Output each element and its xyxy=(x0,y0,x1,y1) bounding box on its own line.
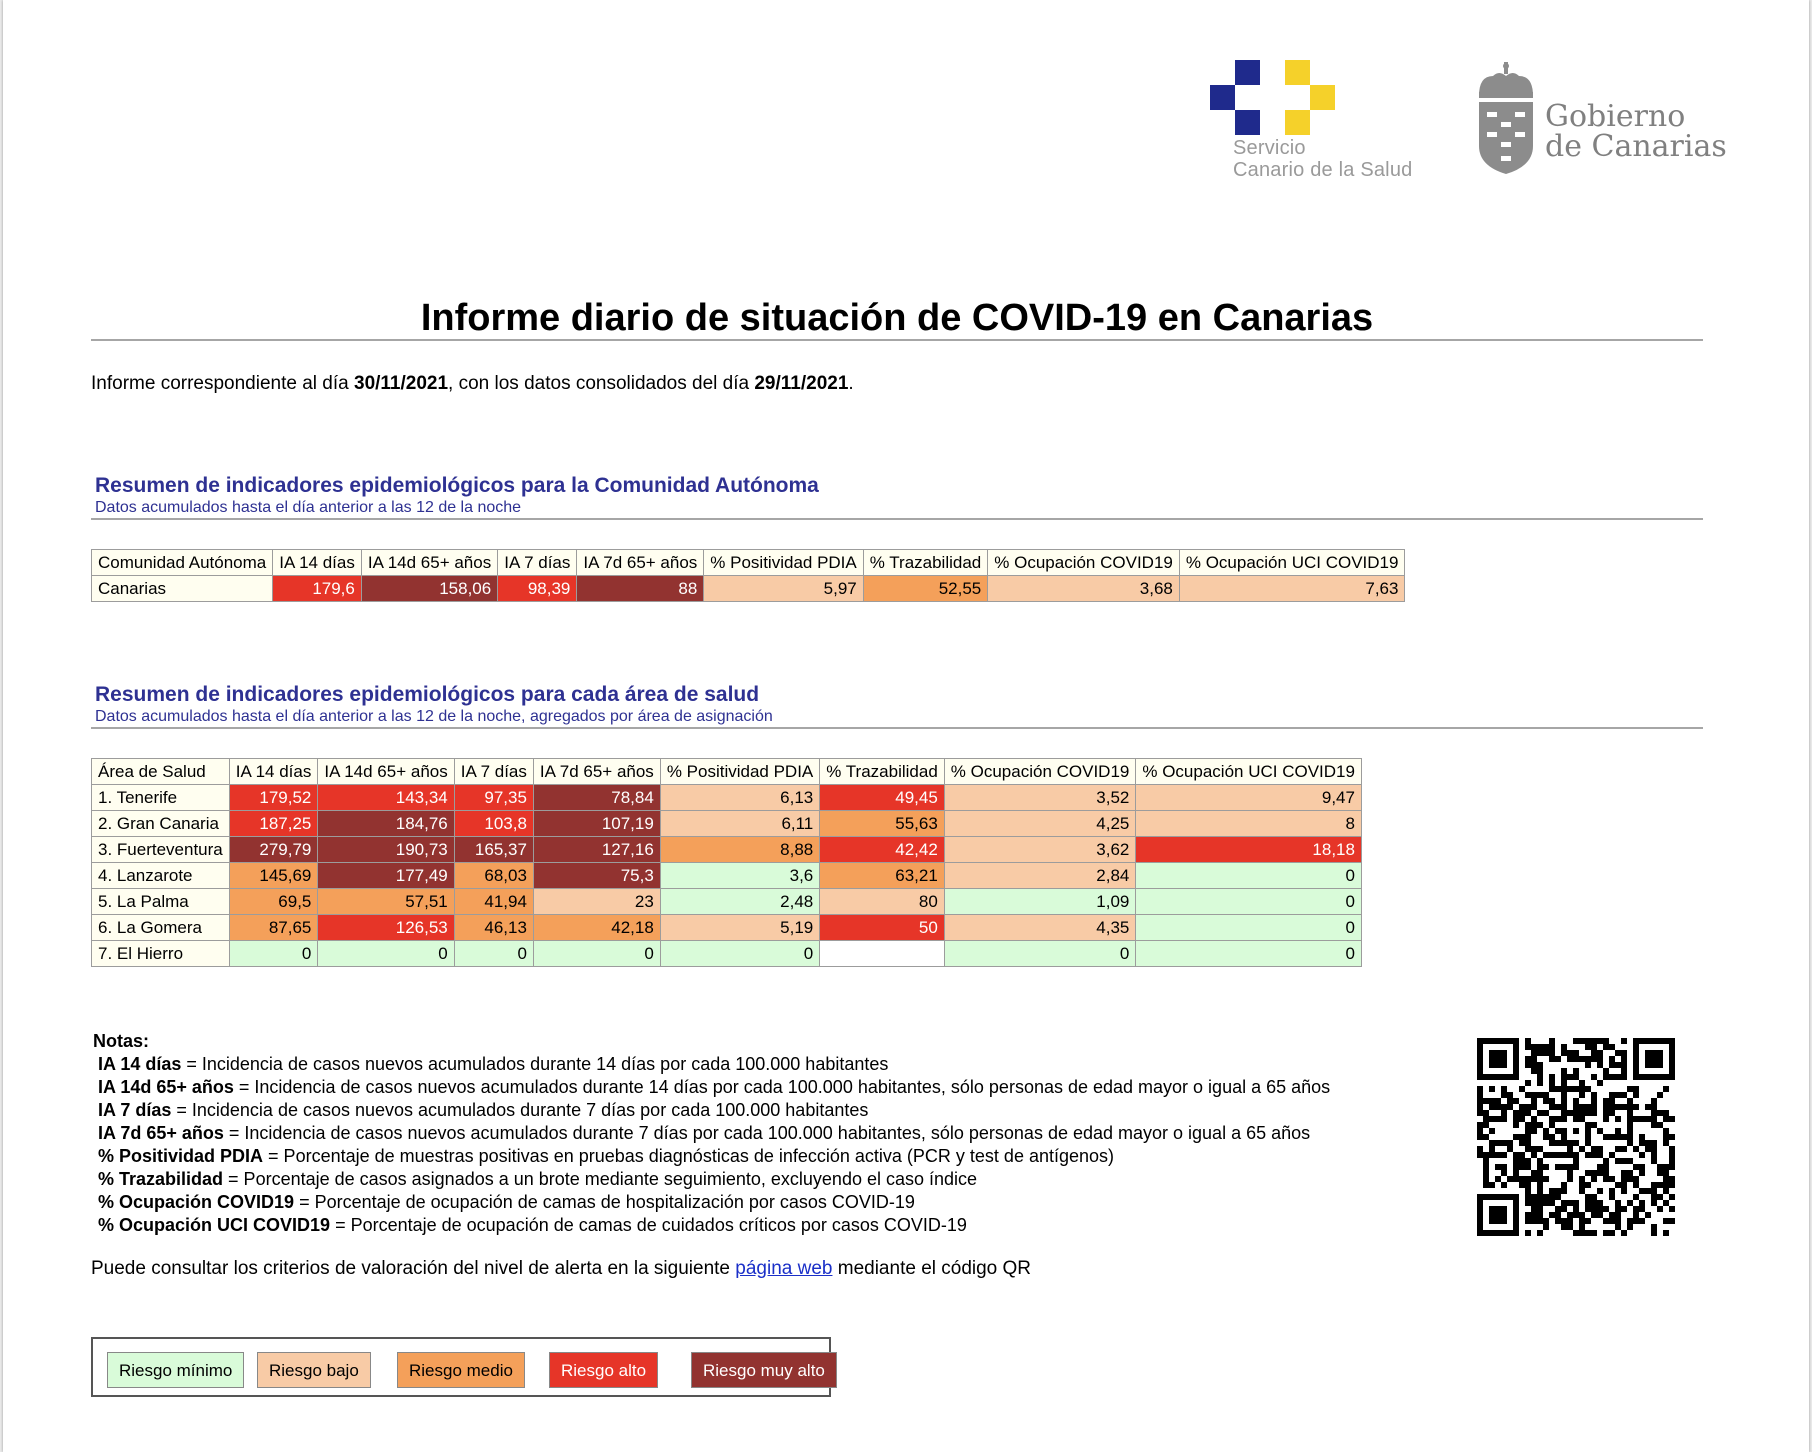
indicator-cell: 6,11 xyxy=(660,811,819,837)
section1-subtitle: Datos acumulados hasta el día anterior a las 12 de la noche xyxy=(95,499,522,516)
indicator-cell: 41,94 xyxy=(454,889,533,915)
note-definition: = Incidencia de casos nuevos acumulados durante 7 días por cada 100.000 habitantes xyxy=(171,1100,869,1120)
note-definition: = Porcentaje de ocupación de camas de cuidados críticos por casos COVID-19 xyxy=(330,1215,967,1235)
note-term: % Ocupación UCI COVID19 xyxy=(98,1215,331,1235)
column-header: % Trazabilidad xyxy=(863,550,988,576)
coat-of-arms-icon xyxy=(1473,62,1539,178)
table-header-row xyxy=(92,759,1362,785)
community-indicators-table xyxy=(91,549,1405,602)
indicator-cell: 103,8 xyxy=(454,811,533,837)
column-header: % Ocupación UCI COVID19 xyxy=(1136,759,1362,785)
note-term: IA 14d 65+ años xyxy=(98,1077,234,1097)
note-definition: = Incidencia de casos nuevos acumulados durante 14 días por cada 100.000 habitantes xyxy=(181,1054,889,1074)
section2-title: Resumen de indicadores epidemiológicos para cada área de salud xyxy=(95,683,760,706)
indicator-cell: 1,09 xyxy=(944,889,1136,915)
intro-suffix: . xyxy=(848,373,854,394)
table-row xyxy=(92,785,1362,811)
indicator-cell: 5,97 xyxy=(704,576,863,602)
note-definition: = Porcentaje de ocupación de camas de hospitalización por casos COVID-19 xyxy=(294,1192,915,1212)
indicator-cell: 50 xyxy=(820,915,945,941)
notes-section xyxy=(93,1030,1330,1237)
report-page xyxy=(3,0,1809,1452)
scs-logo-line2: Canario de la Salud xyxy=(1233,159,1413,181)
indicator-cell: 165,37 xyxy=(454,837,533,863)
scs-logo-line1: Servicio xyxy=(1233,137,1306,159)
table-row xyxy=(92,863,1362,889)
column-header: IA 7 días xyxy=(454,759,533,785)
indicator-cell: 68,03 xyxy=(454,863,533,889)
indicator-cell: 7,63 xyxy=(1179,576,1405,602)
scs-logo-text xyxy=(1233,137,1412,181)
table-row xyxy=(92,915,1362,941)
indicator-cell: 190,73 xyxy=(318,837,454,863)
indicator-cell: 6,13 xyxy=(660,785,819,811)
row-label: 4. Lanzarote xyxy=(92,863,230,889)
legend-item: Riesgo alto xyxy=(549,1352,658,1388)
indicator-cell: 49,45 xyxy=(820,785,945,811)
gobierno-logo xyxy=(1473,62,1733,182)
section2-divider xyxy=(91,727,1703,729)
scs-logo xyxy=(1210,60,1436,184)
column-header: % Ocupación COVID19 xyxy=(944,759,1136,785)
column-header: IA 7 días xyxy=(498,550,577,576)
indicator-cell: 8 xyxy=(1136,811,1362,837)
indicator-cell: 42,42 xyxy=(820,837,945,863)
report-intro xyxy=(91,372,854,396)
indicator-cell: 55,63 xyxy=(820,811,945,837)
note-term: % Trazabilidad xyxy=(98,1169,224,1189)
indicator-cell: 177,49 xyxy=(318,863,454,889)
column-header: % Positividad PDIA xyxy=(660,759,819,785)
note-term: IA 7d 65+ años xyxy=(98,1123,224,1143)
section2-subtitle: Datos acumulados hasta el día anterior a las 12 de la noche, agregados por área de asignación xyxy=(95,708,773,725)
table-row xyxy=(92,889,1362,915)
indicator-cell: 52,55 xyxy=(863,576,988,602)
indicator-cell: 0 xyxy=(1136,941,1362,967)
column-header: IA 7d 65+ años xyxy=(533,759,660,785)
note-term: IA 14 días xyxy=(98,1054,182,1074)
indicator-cell: 98,39 xyxy=(498,576,577,602)
indicator-cell: 8,88 xyxy=(660,837,819,863)
indicator-cell: 2,48 xyxy=(660,889,819,915)
indicator-cell: 23 xyxy=(533,889,660,915)
indicator-cell: 0 xyxy=(229,941,318,967)
indicator-cell: 179,52 xyxy=(229,785,318,811)
indicator-cell: 184,76 xyxy=(318,811,454,837)
indicator-cell: 158,06 xyxy=(361,576,497,602)
column-header: % Ocupación COVID19 xyxy=(988,550,1180,576)
notes-heading: Notas: xyxy=(93,1031,150,1051)
report-date: 30/11/2021 xyxy=(354,373,449,394)
risk-legend xyxy=(91,1337,831,1397)
indicator-cell: 69,5 xyxy=(229,889,318,915)
note-line xyxy=(93,1122,1330,1145)
indicator-cell: 18,18 xyxy=(1136,837,1362,863)
indicator-cell: 127,16 xyxy=(533,837,660,863)
section1-divider xyxy=(91,518,1703,520)
column-header: IA 14d 65+ años xyxy=(318,759,454,785)
note-line xyxy=(93,1053,1330,1076)
row-label: 6. La Gomera xyxy=(92,915,230,941)
indicator-cell: 75,3 xyxy=(533,863,660,889)
row-label: 1. Tenerife xyxy=(92,785,230,811)
indicator-cell: 3,52 xyxy=(944,785,1136,811)
indicator-cell: 0 xyxy=(533,941,660,967)
indicator-cell: 143,34 xyxy=(318,785,454,811)
column-header: Comunidad Autónoma xyxy=(92,550,273,576)
row-label: Canarias xyxy=(92,576,273,602)
indicator-cell: 0 xyxy=(1136,915,1362,941)
note-term: % Positividad PDIA xyxy=(98,1146,264,1166)
table-header-row xyxy=(92,550,1405,576)
qr-code-icon xyxy=(1477,1038,1675,1236)
table-row xyxy=(92,576,1405,602)
consult-suffix: mediante el código QR xyxy=(832,1258,1032,1279)
indicator-cell: 145,69 xyxy=(229,863,318,889)
column-header: % Trazabilidad xyxy=(820,759,945,785)
indicator-cell: 2,84 xyxy=(944,863,1136,889)
table-row xyxy=(92,837,1362,863)
indicator-cell: 0 xyxy=(1136,889,1362,915)
note-line xyxy=(93,1145,1330,1168)
indicator-cell: 126,53 xyxy=(318,915,454,941)
note-definition: = Incidencia de casos nuevos acumulados durante 7 días por cada 100.000 habitantes, sólo personas de edad mayor o igual a 65 años xyxy=(223,1123,1311,1143)
legend-item: Riesgo bajo xyxy=(257,1352,371,1388)
legend-item: Riesgo mínimo xyxy=(107,1352,244,1388)
column-header: % Ocupación UCI COVID19 xyxy=(1179,550,1405,576)
table-row xyxy=(92,941,1362,967)
health-area-indicators-table xyxy=(91,758,1362,967)
indicator-cell: 279,79 xyxy=(229,837,318,863)
indicator-cell: 179,6 xyxy=(273,576,362,602)
note-line xyxy=(93,1191,1330,1214)
section1-title: Resumen de indicadores epidemiológicos para la Comunidad Autónoma xyxy=(95,474,819,497)
indicator-cell: 0 xyxy=(454,941,533,967)
row-label: 5. La Palma xyxy=(92,889,230,915)
indicator-cell: 3,62 xyxy=(944,837,1136,863)
indicator-cell: 9,47 xyxy=(1136,785,1362,811)
indicator-cell: 4,35 xyxy=(944,915,1136,941)
indicator-cell xyxy=(820,941,945,967)
note-line xyxy=(93,1168,1330,1191)
indicator-cell: 46,13 xyxy=(454,915,533,941)
indicator-cell: 78,84 xyxy=(533,785,660,811)
gobierno-logo-text xyxy=(1545,99,1727,164)
column-header: IA 14d 65+ años xyxy=(361,550,497,576)
indicator-cell: 3,68 xyxy=(988,576,1180,602)
note-definition: = Porcentaje de casos asignados a un brote mediante seguimiento, excluyendo el caso índice xyxy=(223,1169,978,1189)
column-header: IA 7d 65+ años xyxy=(577,550,704,576)
gobierno-logo-line2: de Canarias xyxy=(1545,129,1727,164)
intro-prefix: Informe correspondiente al día xyxy=(91,373,354,394)
indicator-cell: 187,25 xyxy=(229,811,318,837)
indicator-cell: 97,35 xyxy=(454,785,533,811)
row-label: 3. Fuerteventura xyxy=(92,837,230,863)
criteria-web-link[interactable]: página web xyxy=(735,1258,833,1279)
row-label: 2. Gran Canaria xyxy=(92,811,230,837)
title-divider xyxy=(91,339,1703,341)
row-label: 7. El Hierro xyxy=(92,941,230,967)
note-term: IA 7 días xyxy=(98,1100,172,1120)
column-header: IA 14 días xyxy=(273,550,362,576)
note-line xyxy=(93,1076,1330,1099)
indicator-cell: 88 xyxy=(577,576,704,602)
indicator-cell: 3,6 xyxy=(660,863,819,889)
indicator-cell: 0 xyxy=(318,941,454,967)
indicator-cell: 57,51 xyxy=(318,889,454,915)
indicator-cell: 5,19 xyxy=(660,915,819,941)
column-header: IA 14 días xyxy=(229,759,318,785)
note-line xyxy=(93,1099,1330,1122)
note-line xyxy=(93,1214,1330,1237)
column-header: % Positividad PDIA xyxy=(704,550,863,576)
indicator-cell: 107,19 xyxy=(533,811,660,837)
indicator-cell: 0 xyxy=(944,941,1136,967)
indicator-cell: 0 xyxy=(1136,863,1362,889)
indicator-cell: 42,18 xyxy=(533,915,660,941)
note-definition: = Porcentaje de muestras positivas en pruebas diagnósticas de infección activa (PCR y test de antígenos) xyxy=(263,1146,1115,1166)
indicator-cell: 80 xyxy=(820,889,945,915)
table-row xyxy=(92,811,1362,837)
gobierno-logo-line1: Gobierno xyxy=(1545,99,1686,134)
indicator-cell: 4,25 xyxy=(944,811,1136,837)
indicator-cell: 0 xyxy=(660,941,819,967)
column-header: Área de Salud xyxy=(92,759,230,785)
legend-item: Riesgo medio xyxy=(397,1352,525,1388)
indicator-cell: 63,21 xyxy=(820,863,945,889)
page-title: Informe diario de situación de COVID-19 en Canarias xyxy=(420,297,1374,339)
consult-text xyxy=(91,1257,1031,1281)
note-definition: = Incidencia de casos nuevos acumulados durante 14 días por cada 100.000 habitantes, sólo personas de edad mayor o igual a 65 años xyxy=(233,1077,1331,1097)
scs-logo-mark xyxy=(1210,60,1350,136)
indicator-cell: 87,65 xyxy=(229,915,318,941)
legend-item: Riesgo muy alto xyxy=(691,1352,837,1388)
consult-prefix: Puede consultar los criterios de valoración del nivel de alerta en la siguiente xyxy=(91,1258,736,1279)
intro-middle: , con los datos consolidados del día xyxy=(448,373,755,394)
data-date: 29/11/2021 xyxy=(754,373,849,394)
note-term: % Ocupación COVID19 xyxy=(98,1192,295,1212)
